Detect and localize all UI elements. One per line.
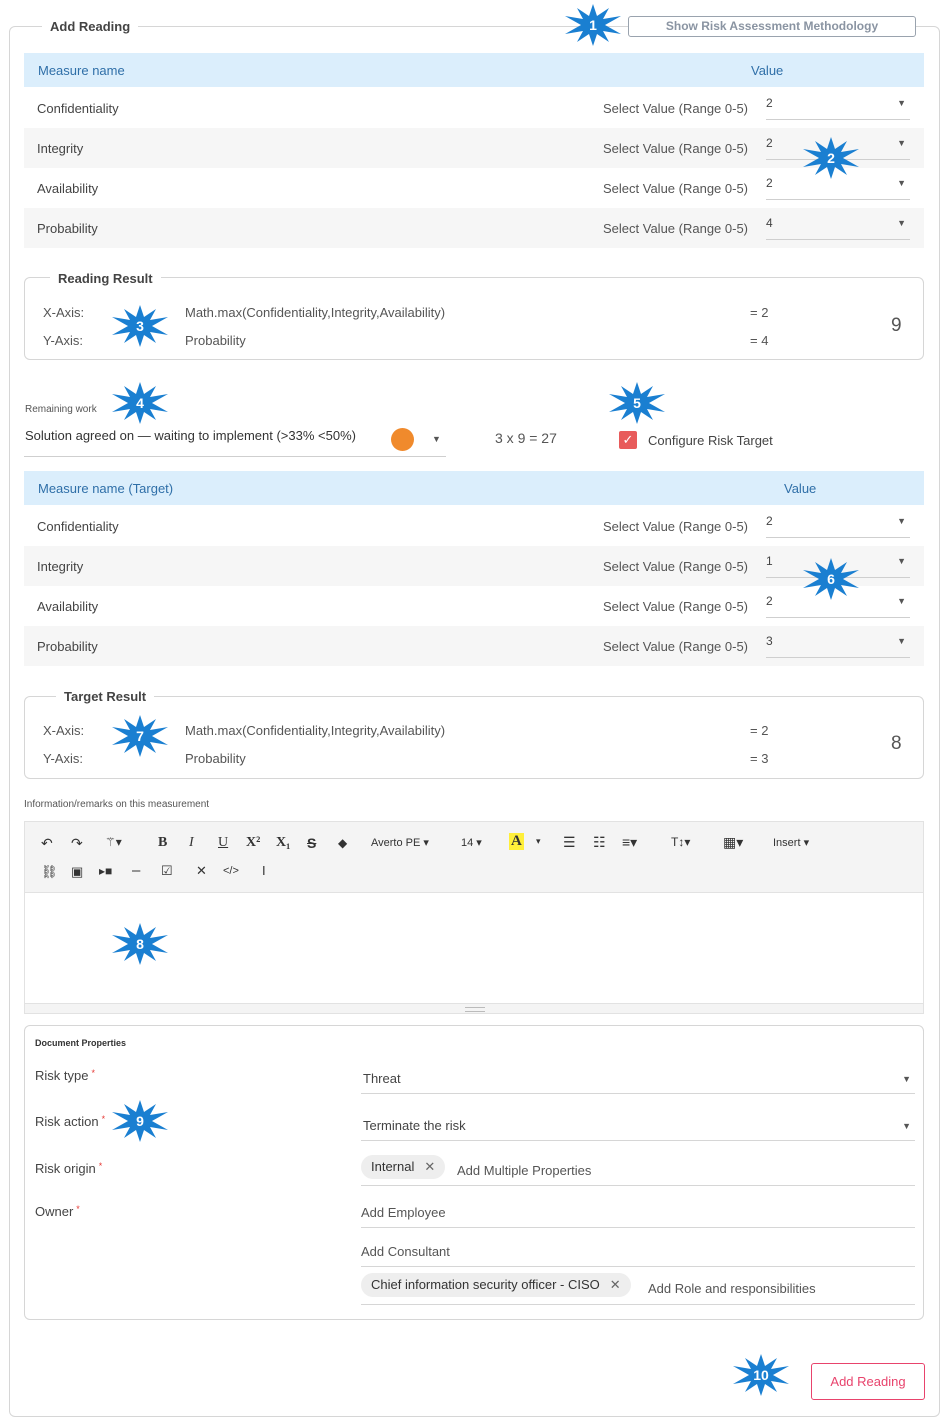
panel-title: Add Reading [42,19,138,34]
value-select[interactable] [766,95,910,120]
value-select[interactable] [766,513,910,538]
badge-number: 7 [136,728,144,744]
x-axis-formula: Math.max(Confidentiality,Integrity,Availability) [185,723,446,738]
y-axis-value: = 3 [750,751,769,766]
required-marker: * [91,1068,95,1078]
badge-3 [112,305,168,347]
owner-role-chip [361,1273,631,1297]
range-hint: Select Value (Range 0-5) [603,519,749,534]
caret-down-icon: ▼ [432,434,441,444]
caret-down-icon: ▼ [897,218,906,228]
range-hint: Select Value (Range 0-5) [603,559,749,574]
reading-row-confidentiality [24,88,924,128]
close-icon[interactable]: ✕ [609,1277,621,1292]
measure-name: Confidentiality [37,101,119,116]
reading-row-availability [24,168,924,208]
value-text: 4 [766,216,773,230]
badge-number: 3 [136,318,144,334]
caret-down-icon[interactable]: ▾ [536,836,541,846]
value-text: 2 [766,594,773,608]
badge-2 [803,137,859,179]
add-consultant-placeholder: Add Consultant [361,1244,450,1259]
doc-props-title: Document Properties [35,1038,127,1048]
check-icon: ✓ [622,432,634,447]
y-axis-label: Y-Axis: [43,333,83,348]
strikethrough-icon[interactable]: S [307,835,317,851]
subscript-icon[interactable]: X₁ [276,835,291,850]
image-icon[interactable]: ▣ [71,864,84,879]
badge-number: 6 [827,571,835,587]
owner-role-field[interactable] [361,1272,915,1305]
chip-label: Internal [371,1159,415,1174]
cursor-icon[interactable]: I [262,863,266,878]
col-measure-name-target: Measure name (Target) [38,481,174,496]
range-hint: Select Value (Range 0-5) [603,599,749,614]
value-text: 2 [766,176,773,190]
risk-action-label-text: Risk action [35,1114,99,1129]
y-axis-value: = 4 [750,333,769,348]
target-result-title: Target Result [56,689,154,704]
badge-number: 10 [753,1367,769,1383]
configure-target-label[interactable]: Configure Risk Target [648,433,773,448]
remaining-work-value: Solution agreed on — waiting to implement (>33% <50%) [25,428,356,443]
measure-name: Probability [37,221,98,236]
status-dot [391,428,414,451]
x-axis-label: X-Axis: [43,305,85,320]
y-axis-formula: Probability [185,333,246,348]
risk-type-label-text: Risk type [35,1068,89,1083]
badge-7 [112,715,168,757]
badge-6 [803,558,859,600]
risk-action-label [35,1114,105,1129]
target-table-header [24,471,924,505]
value-text: 2 [766,136,773,150]
range-hint: Select Value (Range 0-5) [603,101,749,116]
caret-down-icon: ▼ [902,1121,911,1131]
measure-name: Probability [37,639,98,654]
font-size-dropdown[interactable]: 14 ▾ [461,837,482,849]
bullet-list-icon[interactable]: ☰ [563,834,576,850]
x-axis-value: = 2 [750,723,769,738]
value-text: 2 [766,514,773,528]
insert-label: Insert [773,837,801,849]
document-properties-box [24,1025,924,1320]
reading-row-integrity [24,128,924,168]
badge-number: 9 [136,1113,144,1129]
risk-action-value: Terminate the risk [363,1118,466,1133]
risk-type-label [35,1068,95,1083]
risk-type-select[interactable] [361,1062,915,1094]
reading-result-title: Reading Result [50,271,161,286]
value-text: 2 [766,96,773,110]
value-select[interactable] [766,215,910,240]
owner-consultant-field[interactable] [361,1235,915,1267]
col-value: Value [784,481,817,496]
risk-origin-chip [361,1155,445,1179]
target-row-confidentiality [24,506,924,546]
badge-1 [565,4,621,46]
measure-name: Integrity [37,141,84,156]
reading-row-probability [24,208,924,248]
risk-origin-label-text: Risk origin [35,1161,96,1176]
badge-9 [112,1100,168,1142]
font-family-dropdown[interactable]: Averto PE ▾ [371,837,429,849]
badge-number: 1 [589,17,597,33]
fullscreen-icon[interactable]: ✕ [196,863,207,878]
superscript-icon[interactable]: X² [246,835,261,850]
caret-down-icon: ▼ [902,1074,911,1084]
badge-10 [733,1354,789,1396]
underline-icon[interactable]: U [218,835,229,850]
numbered-list-icon[interactable]: ☷ [593,834,606,850]
y-axis-label: Y-Axis: [43,751,83,766]
x-axis-value: = 2 [750,305,769,320]
risk-action-select[interactable] [361,1109,915,1141]
undo-icon[interactable]: ↶ [41,835,53,851]
eraser-icon[interactable]: ◆ [338,836,348,850]
badge-number: 4 [136,395,144,411]
badge-number: 8 [136,936,144,952]
measure-name: Availability [37,181,99,196]
add-role-placeholder[interactable]: Add Role and responsibilities [648,1281,816,1296]
italic-icon[interactable]: I [189,835,194,850]
required-marker: * [101,1114,106,1124]
owner-label [35,1204,80,1219]
font-size: 14 [461,837,474,849]
caret-down-icon: ▼ [897,138,906,148]
value-text: 3 [766,634,773,648]
measure-name: Confidentiality [37,519,119,534]
table-icon[interactable]: ▦▾ [723,834,744,850]
caret-down-icon: ▼ [897,556,906,566]
bold-icon[interactable]: B [158,835,168,850]
checklist-icon[interactable]: ☑ [161,863,173,878]
video-icon[interactable]: ▸■ [99,864,113,878]
measure-name: Availability [37,599,99,614]
risk-origin-label [35,1161,102,1176]
redo-icon[interactable]: ↷ [71,835,83,851]
badge-number: 5 [633,395,641,411]
badge-4 [112,382,168,424]
risk-equation: 3 x 9 = 27 [495,430,557,446]
caret-down-icon: ▼ [897,636,906,646]
risk-type-value: Threat [363,1071,401,1086]
x-axis-label: X-Axis: [43,723,85,738]
target-row-probability [24,626,924,666]
col-measure-name: Measure name [38,63,125,78]
range-hint: Select Value (Range 0-5) [603,141,749,156]
required-marker: * [98,1161,103,1171]
reading-score: 9 [891,315,902,336]
caret-down-icon: ▼ [897,596,906,606]
line-height-icon[interactable]: T↕▾ [671,835,691,849]
range-hint: Select Value (Range 0-5) [603,639,749,654]
configure-target-checkbox[interactable] [619,431,637,449]
badge-number: 2 [827,150,835,166]
remarks-label: Information/remarks on this measurement [24,799,210,810]
caret-down-icon: ▼ [897,98,906,108]
show-methodology-button[interactable]: Show Risk Assessment Methodology [628,16,916,37]
editor-toolbar [25,822,923,893]
required-marker: * [76,1204,80,1214]
add-reading-button[interactable]: Add Reading [811,1363,925,1400]
chip-label: Chief information security officer - CISO [371,1277,600,1292]
caret-down-icon: ▼ [897,516,906,526]
target-row-integrity [24,546,924,586]
remaining-work-label: Remaining work [25,404,97,415]
risk-origin-field[interactable] [361,1154,915,1186]
remaining-work-select[interactable] [24,423,446,457]
resize-handle[interactable] [25,1003,923,1013]
target-score: 8 [891,733,902,754]
close-icon[interactable]: ✕ [424,1159,436,1174]
magic-wand-icon[interactable]: ⚚▾ [105,835,122,849]
value-select[interactable] [766,633,910,658]
risk-origin-placeholder[interactable]: Add Multiple Properties [457,1163,592,1178]
align-icon[interactable]: ≡▾ [622,834,638,850]
add-employee-placeholder: Add Employee [361,1205,446,1220]
range-hint: Select Value (Range 0-5) [603,221,749,236]
x-axis-formula: Math.max(Confidentiality,Integrity,Availability) [185,305,446,320]
insert-dropdown[interactable]: Insert ▾ [773,837,810,849]
target-row-availability [24,586,924,626]
range-hint: Select Value (Range 0-5) [603,181,749,196]
owner-employee-field[interactable] [361,1196,915,1228]
link-icon[interactable]: ⛓ [41,864,58,879]
owner-label-text: Owner [35,1204,74,1219]
y-axis-formula: Probability [185,751,246,766]
reading-table-header [24,53,924,87]
measure-name: Integrity [37,559,84,574]
col-value: Value [751,63,784,78]
badge-8 [112,923,168,965]
value-text: 1 [766,554,773,568]
horizontal-line-icon[interactable]: – [132,862,141,879]
badge-5 [609,382,665,424]
highlight-color-icon[interactable]: A [511,833,522,849]
rich-text-editor [24,821,924,1014]
code-view-icon[interactable]: </> [223,865,239,877]
caret-down-icon: ▼ [897,178,906,188]
font-name: Averto PE [371,837,421,849]
